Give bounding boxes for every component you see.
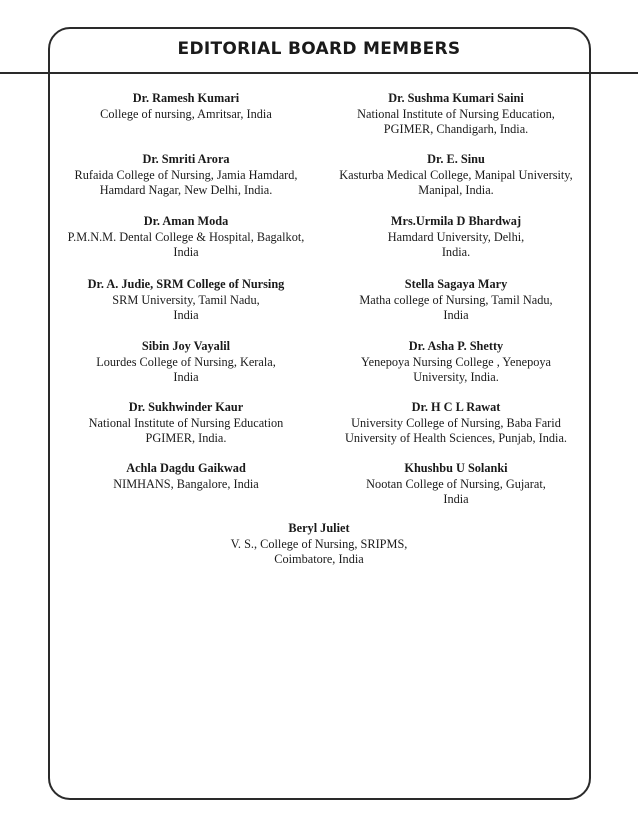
member-affiliation: Hamdard University, Delhi, India. xyxy=(387,229,525,259)
member-name: Dr. H C L Rawat xyxy=(411,400,501,414)
member-name: Dr. Aman Moda xyxy=(143,214,229,228)
page-title: EDITORIAL BOARD MEMBERS xyxy=(177,39,461,59)
member-affiliation: NIMHANS, Bangalore, India xyxy=(113,476,259,491)
member-name: Dr. Asha P. Shetty xyxy=(408,339,504,353)
member-affiliation: Matha college of Nursing, Tamil Nadu, India xyxy=(359,292,553,322)
member-entry xyxy=(52,152,320,199)
member-entry xyxy=(160,521,478,568)
title-divider xyxy=(0,72,638,74)
member-entry xyxy=(52,277,320,324)
member-name: Dr. Sushma Kumari Saini xyxy=(388,91,524,105)
member-entry xyxy=(52,91,320,122)
member-name: Dr. A. Judie, SRM College of Nursing xyxy=(87,277,285,291)
member-affiliation: Rufaida College of Nursing, Jamia Hamdard, Hamdard Nagar, New Delhi, India. xyxy=(74,167,298,197)
member-entry xyxy=(322,214,590,261)
member-name: Dr. E. Sinu xyxy=(427,152,485,166)
member-name: Beryl Juliet xyxy=(288,521,350,535)
member-affiliation: P.M.N.M. Dental College & Hospital, Bagalkot, India xyxy=(67,229,305,259)
member-affiliation: V. S., College of Nursing, SRIPMS, Coimbatore, India xyxy=(230,536,408,566)
member-name: Khushbu U Solanki xyxy=(404,461,508,475)
member-name: Achla Dagdu Gaikwad xyxy=(126,461,246,475)
member-affiliation: University College of Nursing, Baba Farid University of Health Sciences, Punjab, India. xyxy=(345,415,567,445)
member-entry xyxy=(322,277,590,324)
member-affiliation: National Institute of Nursing Education PGIMER, India. xyxy=(88,415,284,445)
member-name: Dr. Ramesh Kumari xyxy=(132,91,240,105)
member-affiliation: SRM University, Tamil Nadu, India xyxy=(112,292,260,322)
member-entry xyxy=(52,461,320,492)
member-entry xyxy=(322,339,590,386)
member-name: Dr. Smriti Arora xyxy=(142,152,230,166)
member-entry xyxy=(52,339,320,386)
member-name: Dr. Sukhwinder Kaur xyxy=(128,400,244,414)
member-entry xyxy=(322,461,590,508)
member-entry xyxy=(52,214,320,261)
member-name: Stella Sagaya Mary xyxy=(404,277,508,291)
member-name: Mrs.Urmila D Bhardwaj xyxy=(390,214,522,228)
member-affiliation: Lourdes College of Nursing, Kerala, India xyxy=(96,354,276,384)
member-entry xyxy=(322,91,590,138)
member-affiliation: Nootan College of Nursing, Gujarat, India xyxy=(366,476,546,506)
member-entry xyxy=(52,400,320,447)
member-name: Sibin Joy Vayalil xyxy=(141,339,231,353)
member-affiliation: Kasturba Medical College, Manipal University, Manipal, India. xyxy=(339,167,573,197)
member-affiliation: College of nursing, Amritsar, India xyxy=(100,106,272,121)
member-entry xyxy=(322,152,590,199)
member-affiliation: National Institute of Nursing Education, PGIMER, Chandigarh, India. xyxy=(357,106,555,136)
member-entry xyxy=(322,400,590,447)
member-affiliation: Yenepoya Nursing College , Yenepoya University, India. xyxy=(360,354,552,384)
